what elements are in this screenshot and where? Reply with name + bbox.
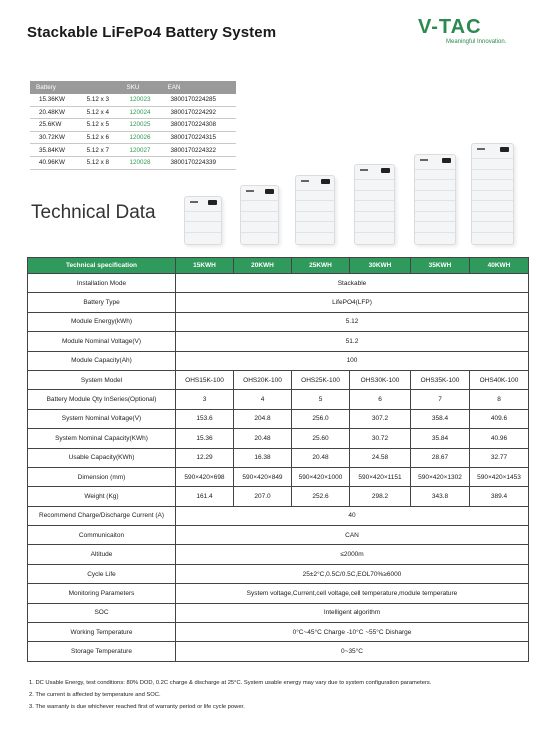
battery-module: [472, 232, 513, 233]
spec-shared-value: System voltage,Current,cell voltage,cell temperature,module temperature: [176, 584, 529, 603]
spec-value: 3: [176, 390, 234, 409]
battery-module: [415, 179, 455, 180]
battery-brand-label: [477, 148, 485, 150]
spec-shared-value: 51.2: [176, 332, 529, 351]
battery-module: [472, 179, 513, 180]
sku-capacity: 30.72KW: [30, 131, 78, 144]
battery-module: [415, 169, 455, 170]
sku-ean: 3800170224292: [162, 106, 236, 119]
battery-module: [355, 179, 394, 180]
sku-header-battery: Battery: [30, 81, 121, 94]
battery-brand-label: [420, 159, 428, 161]
sku-code: 120028: [121, 156, 162, 169]
sku-capacity: 25.6KW: [30, 119, 78, 132]
spec-header-model: 40KWH: [470, 258, 529, 274]
spec-value: 6: [350, 390, 411, 409]
spec-value: 590×420×1000: [292, 467, 350, 486]
battery-display: [265, 189, 274, 194]
spec-row: [28, 409, 529, 428]
spec-value: 204.8: [234, 409, 292, 428]
sku-capacity: 20.48KW: [30, 106, 78, 119]
spec-header-model: 25KWH: [292, 258, 350, 274]
section-heading: Technical Data: [31, 202, 156, 223]
spec-value: 24.58: [350, 448, 411, 467]
spec-row: [28, 429, 529, 448]
battery-module: [241, 211, 278, 212]
sku-ean: 3800170224315: [162, 131, 236, 144]
spec-param-name: Recommend Charge/Discharge Current (A): [28, 506, 176, 525]
spec-value: OHS15K-100: [176, 370, 234, 389]
spec-param-name: Working Temperature: [28, 623, 176, 642]
spec-value: 389.4: [470, 487, 529, 506]
sku-table-header: [30, 81, 236, 94]
sku-config: 5.12 x 3: [78, 94, 121, 106]
sku-ean: 3800170224339: [162, 156, 236, 169]
spec-param-name: Installation Mode: [28, 274, 176, 293]
sku-config: 5.12 x 6: [78, 131, 121, 144]
battery-module: [355, 200, 394, 201]
spec-value: 161.4: [176, 487, 234, 506]
spec-row: [28, 370, 529, 389]
sku-code: 120025: [121, 119, 162, 132]
battery-display: [381, 168, 390, 173]
spec-shared-value: 0~35°C: [176, 642, 529, 661]
spec-value: 590×420×1453: [470, 467, 529, 486]
battery-stack: [414, 154, 456, 246]
battery-module: [296, 211, 334, 212]
battery-brand-label: [246, 190, 254, 192]
spec-value: 25.60: [292, 429, 350, 448]
battery-module: [472, 158, 513, 159]
spec-shared-value: 100: [176, 351, 529, 370]
footnote: 1. DC Usable Energy, test conditions: 80% DOD, 0.2C charge & discharge at 25°C. System usable energy may vary due to system configuration parameters.: [29, 680, 432, 686]
spec-row: [28, 332, 529, 351]
spec-row: [28, 351, 529, 370]
spec-value: OHS25K-100: [292, 370, 350, 389]
spec-header-row: [28, 258, 529, 274]
battery-module: [415, 200, 455, 201]
sku-capacity: 40.96KW: [30, 156, 78, 169]
spec-row: [28, 312, 529, 331]
spec-value: 20.48: [234, 429, 292, 448]
spec-value: 358.4: [411, 409, 470, 428]
spec-header-model: 35KWH: [411, 258, 470, 274]
spec-param-name: SOC: [28, 603, 176, 622]
battery-module: [415, 190, 455, 191]
sku-code: 120023: [121, 94, 162, 106]
sku-capacity: 35.84KW: [30, 144, 78, 157]
spec-param-name: Dimension (mm): [28, 467, 176, 486]
spec-param-name: Battery Type: [28, 293, 176, 312]
spec-header-model: 30KWH: [350, 258, 411, 274]
battery-stack: [184, 196, 222, 246]
battery-module: [296, 200, 334, 201]
spec-value: 590×420×1302: [411, 467, 470, 486]
sku-row: [30, 106, 236, 119]
spec-shared-value: 5.12: [176, 312, 529, 331]
spec-value: 256.0: [292, 409, 350, 428]
spec-shared-value: Stackable: [176, 274, 529, 293]
spec-row: [28, 603, 529, 622]
spec-value: 153.6: [176, 409, 234, 428]
brand-logo: [418, 16, 528, 50]
spec-param-name: Module Energy(kWh): [28, 312, 176, 331]
spec-value: 409.6: [470, 409, 529, 428]
footnotes: [29, 677, 431, 713]
spec-value: 8: [470, 390, 529, 409]
spec-row: [28, 506, 529, 525]
battery-module: [355, 232, 394, 233]
spec-value: OHS30K-100: [350, 370, 411, 389]
battery-module: [241, 232, 278, 233]
battery-module: [355, 221, 394, 222]
spec-row: [28, 274, 529, 293]
battery-display: [442, 158, 451, 163]
sku-ean: 3800170224308: [162, 119, 236, 132]
spec-value: 298.2: [350, 487, 411, 506]
spec-value: 40.96: [470, 429, 529, 448]
spec-value: 207.0: [234, 487, 292, 506]
battery-module: [241, 200, 278, 201]
sku-row: [30, 94, 236, 106]
sku-header-ean: EAN: [162, 81, 236, 94]
logo-tagline: Meaningful Innovation.: [446, 39, 507, 45]
spec-value: 590×420×849: [234, 467, 292, 486]
spec-row: [28, 448, 529, 467]
battery-brand-label: [190, 201, 198, 203]
spec-shared-value: 0°C~45°C Charge -10°C ~55°C Disharge: [176, 623, 529, 642]
spec-value: 35.84: [411, 429, 470, 448]
battery-stack: [295, 175, 335, 246]
battery-display: [500, 147, 509, 152]
spec-param-name: Usable Capacity(KWh): [28, 448, 176, 467]
battery-module: [185, 221, 221, 222]
battery-display: [321, 179, 330, 184]
spec-value: 590×420×698: [176, 467, 234, 486]
spec-row: [28, 545, 529, 564]
page-title: Stackable LiFePo4 Battery System: [27, 24, 277, 41]
spec-row: [28, 642, 529, 661]
sku-row: [30, 119, 236, 132]
spec-value: 15.36: [176, 429, 234, 448]
sku-code: 120027: [121, 144, 162, 157]
footnote: 2. The current is affected by temperature and SOC.: [29, 692, 161, 698]
sku-ean: 3800170224322: [162, 144, 236, 157]
spec-value: 307.2: [350, 409, 411, 428]
sku-header-sku: SKU: [121, 81, 162, 94]
spec-header-model: 20KWH: [234, 258, 292, 274]
spec-value: 30.72: [350, 429, 411, 448]
spec-value: 590×420×1151: [350, 467, 411, 486]
battery-module: [355, 190, 394, 191]
battery-module: [185, 232, 221, 233]
spec-value: OHS40K-100: [470, 370, 529, 389]
sku-config: 5.12 x 4: [78, 106, 121, 119]
spec-table: [27, 257, 529, 662]
spec-value: 252.6: [292, 487, 350, 506]
battery-module: [415, 232, 455, 233]
spec-param-name: System Model: [28, 370, 176, 389]
spec-value: 343.8: [411, 487, 470, 506]
battery-display: [208, 200, 217, 205]
spec-param-name: Weight (Kg): [28, 487, 176, 506]
battery-module: [472, 221, 513, 222]
battery-module: [472, 169, 513, 170]
spec-value: 4: [234, 390, 292, 409]
spec-param-name: Communicaiton: [28, 526, 176, 545]
spec-value: 20.48: [292, 448, 350, 467]
battery-module: [296, 221, 334, 222]
spec-param-name: Monitoring Parameters: [28, 584, 176, 603]
spec-value: OHS35K-100: [411, 370, 470, 389]
battery-module: [472, 190, 513, 191]
spec-param-name: Module Capacity(Ah): [28, 351, 176, 370]
spec-row: [28, 293, 529, 312]
spec-shared-value: 25±2°C,0.5C/0.5C,EOL70%≥6000: [176, 564, 529, 583]
spec-row: [28, 390, 529, 409]
spec-row: [28, 623, 529, 642]
spec-row: [28, 584, 529, 603]
spec-value: 32.77: [470, 448, 529, 467]
battery-stack-illustrations: [176, 140, 528, 245]
spec-param-name: System Nominal Capacity(KWh): [28, 429, 176, 448]
spec-param-name: Altitude: [28, 545, 176, 564]
battery-stack: [354, 164, 395, 245]
spec-row: [28, 564, 529, 583]
spec-value: OHS20K-100: [234, 370, 292, 389]
battery-module: [296, 232, 334, 233]
battery-brand-label: [301, 180, 309, 182]
spec-row: [28, 526, 529, 545]
spec-shared-value: ≤2000m: [176, 545, 529, 564]
spec-header-model: 15KWH: [176, 258, 234, 274]
sku-capacity: 15.36KW: [30, 94, 78, 106]
spec-param-name: Storage Temperature: [28, 642, 176, 661]
sku-config: 5.12 x 8: [78, 156, 121, 169]
spec-row: [28, 487, 529, 506]
logo-wordmark: V-TAC: [418, 16, 482, 38]
battery-stack: [471, 143, 514, 245]
sku-code: 120026: [121, 131, 162, 144]
battery-module: [355, 211, 394, 212]
sku-code: 120024: [121, 106, 162, 119]
sku-ean: 3800170224285: [162, 94, 236, 106]
spec-value: 12.29: [176, 448, 234, 467]
spec-param-name: Cycle Life: [28, 564, 176, 583]
spec-header-label: Technical specification: [28, 258, 176, 274]
spec-shared-value: Intelligent algorithm: [176, 603, 529, 622]
battery-module: [185, 211, 221, 212]
footnote: 3. The warranty is due whichever reached first of warranty period or life cycle power.: [29, 704, 245, 710]
battery-module: [415, 221, 455, 222]
sku-config: 5.12 x 7: [78, 144, 121, 157]
battery-module: [472, 211, 513, 212]
spec-shared-value: 40: [176, 506, 529, 525]
spec-value: 28.67: [411, 448, 470, 467]
sku-config: 5.12 x 5: [78, 119, 121, 132]
battery-module: [296, 190, 334, 191]
battery-module: [241, 221, 278, 222]
battery-brand-label: [360, 169, 368, 171]
spec-row: [28, 467, 529, 486]
battery-stack: [240, 185, 279, 245]
spec-shared-value: LifePO4(LFP): [176, 293, 529, 312]
spec-shared-value: CAN: [176, 526, 529, 545]
spec-value: 5: [292, 390, 350, 409]
battery-module: [415, 211, 455, 212]
spec-param-name: Battery Module Qty InSeries(Optional): [28, 390, 176, 409]
spec-param-name: Module Nominal Voltage(V): [28, 332, 176, 351]
battery-module: [472, 200, 513, 201]
spec-value: 7: [411, 390, 470, 409]
spec-param-name: System Nominal Voltage(V): [28, 409, 176, 428]
spec-value: 16.38: [234, 448, 292, 467]
